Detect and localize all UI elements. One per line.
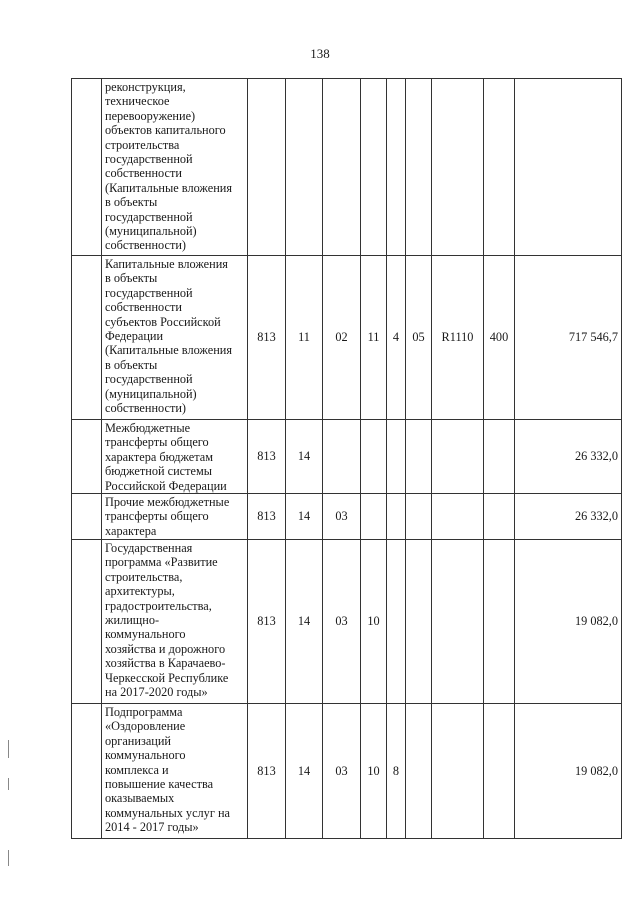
row-number-cell	[72, 704, 102, 839]
cell-direction	[406, 540, 432, 704]
table-row	[72, 256, 622, 420]
table-row	[72, 494, 622, 540]
cell-section: 11	[286, 256, 323, 420]
cell-subsection: 02	[323, 256, 361, 420]
cell-amount: 717 546,7	[515, 256, 622, 420]
cell-ministry: 813	[248, 704, 286, 839]
cell-expense-type	[484, 79, 515, 256]
budget-table-body	[72, 79, 622, 839]
row-number-cell	[72, 494, 102, 540]
cell-amount: 26 332,0	[515, 494, 622, 540]
cell-code	[432, 79, 484, 256]
cell-section: 14	[286, 704, 323, 839]
cell-program	[361, 420, 387, 494]
row-name-cell: Капитальные вложения в объекты государственной собственности субъектов Российской Федерации (Капитальные вложения в объекты государственной (муниципальной) собственности)	[102, 256, 248, 420]
cell-direction: 05	[406, 256, 432, 420]
cell-subsection: 03	[323, 704, 361, 839]
cell-subprogram	[387, 79, 406, 256]
cell-subsection: 03	[323, 494, 361, 540]
cell-ministry: 813	[248, 540, 286, 704]
cell-program	[361, 79, 387, 256]
cell-expense-type	[484, 704, 515, 839]
cell-program: 11	[361, 256, 387, 420]
cell-ministry: 813	[248, 256, 286, 420]
cell-section: 14	[286, 420, 323, 494]
cell-subprogram: 4	[387, 256, 406, 420]
cell-subprogram	[387, 420, 406, 494]
cell-subsection	[323, 79, 361, 256]
cell-code: R1110	[432, 256, 484, 420]
cell-program: 10	[361, 704, 387, 839]
cell-code	[432, 704, 484, 839]
cell-amount	[515, 79, 622, 256]
table-row	[72, 420, 622, 494]
cell-section: 14	[286, 540, 323, 704]
row-name-cell: Межбюджетные трансферты общего характера бюджетам бюджетной системы Российской Федерации	[102, 420, 248, 494]
row-name-cell: Прочие межбюджетные трансферты общего характера	[102, 494, 248, 540]
cell-amount: 19 082,0	[515, 540, 622, 704]
row-name-cell: реконструкция, техническое перевооружение) объектов капитального строительства государственной собственности (Капитальные вложения в объекты государственной (муниципальной) собственности)	[102, 79, 248, 256]
cell-amount: 19 082,0	[515, 704, 622, 839]
table-row	[72, 540, 622, 704]
cell-subsection: 03	[323, 540, 361, 704]
cell-direction	[406, 704, 432, 839]
cell-amount: 26 332,0	[515, 420, 622, 494]
page-number: 138	[310, 46, 330, 61]
cell-expense-type: 400	[484, 256, 515, 420]
row-name-cell: Государственная программа «Развитие строительства, архитектуры, градостроительства, жилищно- коммунального хозяйства и дорожного хозяйства в Карачаево- Черкесской Республике на 2017-2020 годы»	[102, 540, 248, 704]
table-row	[72, 704, 622, 839]
cell-direction	[406, 494, 432, 540]
cell-ministry: 813	[248, 420, 286, 494]
cell-code	[432, 420, 484, 494]
cell-code	[432, 540, 484, 704]
scan-mark	[8, 778, 9, 790]
cell-subprogram: 8	[387, 704, 406, 839]
cell-code	[432, 494, 484, 540]
cell-subprogram	[387, 494, 406, 540]
cell-subsection	[323, 420, 361, 494]
cell-expense-type	[484, 494, 515, 540]
row-number-cell	[72, 540, 102, 704]
row-number-cell	[72, 420, 102, 494]
table-row	[72, 79, 622, 256]
cell-ministry	[248, 79, 286, 256]
cell-direction	[406, 420, 432, 494]
row-number-cell	[72, 256, 102, 420]
scan-mark	[8, 740, 9, 758]
cell-direction	[406, 79, 432, 256]
row-name-cell: Подпрограмма «Оздоровление организаций коммунального комплекса и повышение качества оказываемых коммунальных услуг на 2014 - 2017 годы»	[102, 704, 248, 839]
cell-program: 10	[361, 540, 387, 704]
cell-subprogram	[387, 540, 406, 704]
cell-ministry: 813	[248, 494, 286, 540]
cell-section	[286, 79, 323, 256]
budget-table	[71, 78, 622, 839]
cell-section: 14	[286, 494, 323, 540]
cell-program	[361, 494, 387, 540]
cell-expense-type	[484, 420, 515, 494]
cell-expense-type	[484, 540, 515, 704]
scan-mark	[8, 850, 9, 866]
row-number-cell	[72, 79, 102, 256]
